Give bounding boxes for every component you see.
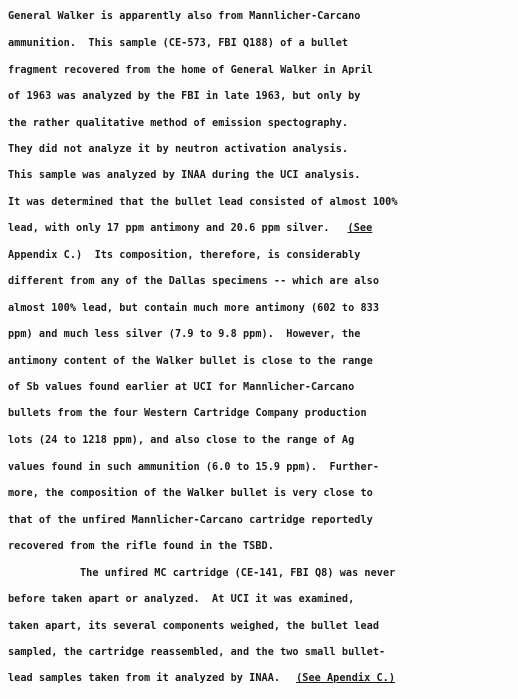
text-line: taken apart, its several components weighed, the bullet lead xyxy=(8,621,380,632)
text-line: that of the unfired Mannlicher-Carcano cartridge reportedly xyxy=(8,515,373,526)
text-line: of Sb values found earlier at UCI for Mannlicher-Carcano xyxy=(8,382,355,393)
text-line: the rather qualitative method of emission spectography. xyxy=(8,118,349,129)
text-segment: lead samples taken from it analyzed by INAA. xyxy=(8,673,281,684)
text-line xyxy=(8,672,513,686)
text-line: fragment recovered from the home of General Walker in April xyxy=(8,65,373,76)
text-line: before taken apart or analyzed. At UCI it was examined, xyxy=(8,594,355,605)
text-line: almost 100% lead, but contain much more antimony (602 to 833 xyxy=(8,303,380,314)
text-line: sampled, the cartridge reassembled, and the two small bullet- xyxy=(8,647,386,658)
text-line: General Walker is apparently also from Mannlicher-Carcano xyxy=(8,11,361,22)
text-line: The unfired MC cartridge (CE-141, FBI Q8) was never xyxy=(80,568,396,579)
text-line: bullets from the four Western Cartridge Company production xyxy=(8,408,367,419)
text-line: antimony content of the Walker bullet is close to the range xyxy=(8,356,373,367)
see-reference: (See xyxy=(347,223,373,234)
text-segment: lead, with only 17 ppm antimony and 20.6 ppm silver. xyxy=(8,223,330,234)
text-line: They did not analyze it by neutron activation analysis. xyxy=(8,144,349,155)
text-line: different from any of the Dallas specimens -- which are also xyxy=(8,276,380,287)
text-line: more, the composition of the Walker bullet is very close to xyxy=(8,488,373,499)
text-line: Appendix C.) Its composition, therefore, is considerably xyxy=(8,250,361,261)
text-line xyxy=(8,222,513,236)
text-line: ppm) and much less silver (7.9 to 9.8 ppm). However, the xyxy=(8,329,361,340)
see-reference: (See Apendix C.) xyxy=(296,673,396,684)
text-line: lots (24 to 1218 ppm), and also close to the range of Ag xyxy=(8,435,355,446)
text-line: recovered from the rifle found in the TSBD. xyxy=(8,541,274,552)
text-line: It was determined that the bullet lead consisted of almost 100% xyxy=(8,197,398,208)
text-line: of 1963 was analyzed by the FBI in late 1963, but only by xyxy=(8,91,361,102)
text-line: ammunition. This sample (CE-573, FBI Q188) of a bullet xyxy=(8,38,349,49)
text-line: values found in such ammunition (6.0 to 15.9 ppm). Further- xyxy=(8,462,380,473)
text-line: This sample was analyzed by INAA during the UCI analysis. xyxy=(8,170,361,181)
